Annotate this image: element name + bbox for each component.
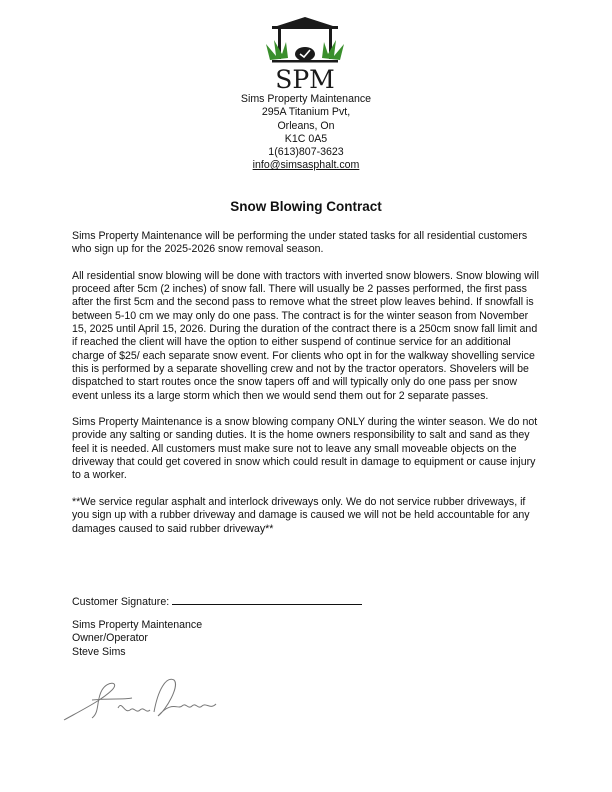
document-title: Snow Blowing Contract (230, 199, 382, 214)
handwritten-signature (62, 670, 222, 730)
paragraph: Sims Property Maintenance will be performing the under stated tasks for all residential customers who sign up for the 2025-2026 snow removal season. (72, 230, 528, 256)
paragraph: **We service regular asphalt and interlock driveways only. We do not service rubber driveways, if you sign up with a rubber driveway and damage is caused we will not be held accountable for any damages caused to said rubber driveway** (72, 495, 530, 535)
sign-off-name: Steve Sims (72, 645, 126, 658)
sign-off-block (72, 619, 202, 659)
company-name: Sims Property Maintenance (240, 93, 372, 105)
address-line-1: 295A Titanium Pvt, (261, 106, 351, 119)
signature-line[interactable] (172, 594, 362, 605)
phone-number: 1(613)807-3623 (268, 146, 344, 159)
address-line-2: Orleans, On (277, 119, 335, 132)
sign-off-role: Owner/Operator (72, 632, 148, 645)
customer-signature-row (72, 594, 362, 608)
paragraph: Sims Property Maintenance is a snow blowing company ONLY during the winter season. We do not provide any salting or sanding duties. It is the home owners responsibility to salt and sand as they feel it is needed. All customers must make sure not to leave any small moveable objects on the driveway that could get covered in snow which could result in damage to equipment or cause injury to a worker. (72, 416, 538, 482)
paragraph: All residential snow blowing will be done with tractors with inverted snow blowers. Snow blowing will proceed after 5cm (2 inches) of snow fall. There will usually be 2 passes performed, the first pass after the first 5cm and the second pass to remove what the street plow leaves behind. If snowfall is between 5-10 cm we may only do one pass. The contract is for the winter season from November 15, 2025 until April 15, 2026. During the duration of the contract there is a 250cm snow fall limit and if reached the client will have the option to either suspend of continue service for an additional charge of $25/ each separate snow event. For clients who opt in for the walkway shovelling service this is performed by a separate shovelling crew and not by the tractor operators. Shovelers will be dispatched to start routes once the snow tapers off and will typically only do one pass per snow event unless its a large storm which then we would send them out for 2 separate passes. (72, 269, 539, 402)
email-link[interactable]: info@simsasphalt.com (252, 159, 360, 172)
customer-signature-label: Customer Signature: (72, 596, 170, 608)
sign-off-company: Sims Property Maintenance (72, 619, 203, 631)
postal-code: K1C 0A5 (284, 132, 328, 145)
spm-logo (262, 14, 348, 92)
contract-body (72, 230, 542, 549)
logo-text: SPM (275, 65, 335, 92)
company-header (0, 93, 612, 173)
